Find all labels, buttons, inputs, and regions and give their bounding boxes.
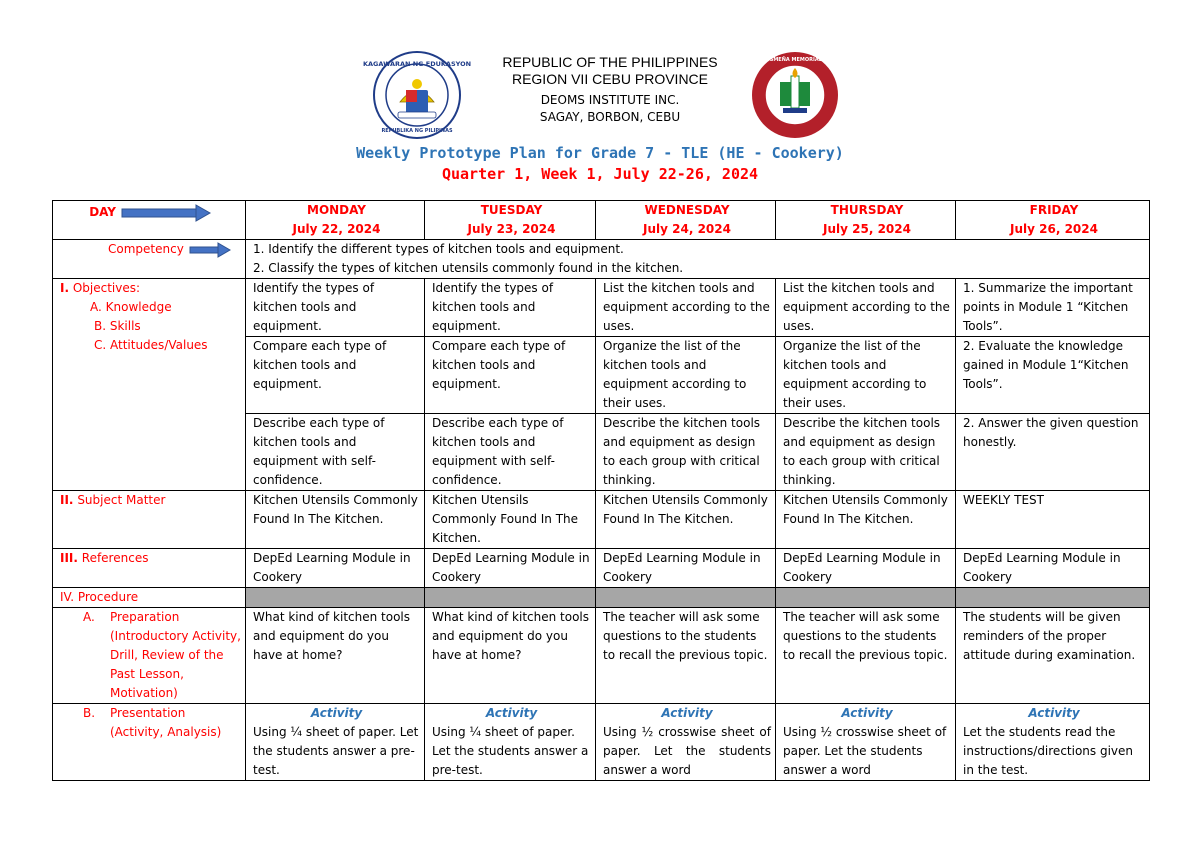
preparation-row <box>53 608 1150 704</box>
day-name: TUESDAY <box>480 203 543 217</box>
arrow-right-icon <box>120 205 212 221</box>
knowledge-cell: List the kitchen tools and equipment according to the uses. <box>776 279 956 337</box>
day-monday <box>246 201 425 240</box>
subject-matter-cell: Kitchen Utensils Commonly Found In The Kitchen. <box>425 491 596 549</box>
objectives-label-cell <box>53 279 246 491</box>
attitudes-cell: Describe each type of kitchen tools and equipment with self-confidence. <box>246 414 425 491</box>
knowledge-cell: List the kitchen tools and equipment according to the uses. <box>596 279 776 337</box>
procedure-label: IV. Procedure <box>53 588 246 608</box>
region-line: REGION VII CEBU PROVINCE <box>511 71 709 87</box>
subject-matter-cell: Kitchen Utensils Commonly Found In The Kitchen. <box>776 491 956 549</box>
activity-heading: Activity <box>310 706 363 720</box>
references-label-cell <box>53 549 246 588</box>
preparation-letter: A. <box>83 610 95 624</box>
objectives-heading <box>60 279 241 298</box>
day-label-cell <box>53 201 246 240</box>
seal-left-bottom-text: REPUBLIKA NG PILIPINAS <box>381 128 453 134</box>
attitudes-cell: Describe each type of kitchen tools and equipment with self-confidence. <box>425 414 596 491</box>
plan-title: Weekly Prototype Plan for Grade 7 - TLE (HE - Cookery) <box>356 144 844 162</box>
presentation-cell <box>776 704 956 781</box>
day-name: WEDNESDAY <box>644 203 730 217</box>
references-cell: DepEd Learning Module in Cookery <box>776 549 956 588</box>
preparation-cell: The students will be given reminders of the proper attitude during examination. <box>956 608 1150 704</box>
activity-heading: Activity <box>485 706 538 720</box>
seal-left-text: KAGAWARAN NG EDUKASYON <box>362 60 472 68</box>
objectives-b: B. Skills <box>94 319 141 333</box>
presentation-cell <box>596 704 776 781</box>
objectives-a: A. Knowledge <box>90 300 172 314</box>
knowledge-cell: 1. Summarize the important points in Module 1 “Kitchen Tools”. <box>956 279 1150 337</box>
day-header-row <box>53 201 1150 240</box>
subject-matter-cell: Kitchen Utensils Commonly Found In The Kitchen. <box>596 491 776 549</box>
day-date: July 22, 2024 <box>292 222 381 236</box>
presentation-text: Using ½ crosswise sheet of paper. Let the students answer a word <box>783 725 947 777</box>
objectives-c: C. Attitudes/Values <box>94 338 208 352</box>
day-date: July 24, 2024 <box>643 222 731 236</box>
presentation-text: Let the students read the instructions/directions given in the test. <box>963 725 1134 777</box>
activity-heading: Activity <box>661 706 713 720</box>
republic-line: REPUBLIC OF THE PHILIPPINES <box>502 54 718 70</box>
subject-matter-label-cell <box>53 491 246 549</box>
competency-row <box>53 240 1150 279</box>
address-line: SAGAY, BORBON, CEBU <box>539 110 681 124</box>
day-friday <box>956 201 1150 240</box>
presentation-cell <box>425 704 596 781</box>
subject-matter-cell: WEEKLY TEST <box>956 491 1150 549</box>
procedure-grey-cell <box>246 588 425 608</box>
attitudes-cell: Describe the kitchen tools and equipment as design to each group with critical thinking. <box>596 414 776 491</box>
procedure-grey-cell <box>956 588 1150 608</box>
references-cell: DepEd Learning Module in Cookery <box>425 549 596 588</box>
institute-line: DEOMS INSTITUTE INC. <box>540 93 680 107</box>
plan-subtitle: Quarter 1, Week 1, July 22-26, 2024 <box>441 165 759 183</box>
day-thursday <box>776 201 956 240</box>
preparation-cell: What kind of kitchen tools and equipment do you have at home? <box>425 608 596 704</box>
competency-label: Competency <box>108 242 184 256</box>
presentation-text: Using ½ crosswise sheet of paper. Let the students answer a word <box>603 725 771 777</box>
competency-2: 2. Classify the types of kitchen utensils commonly found in the kitchen. <box>253 261 684 275</box>
references-num: III. <box>60 551 78 565</box>
preparation-label: Preparation (Introductory Activity, Drill, Review of the Past Lesson, Motivation) <box>110 610 241 700</box>
presentation-label: Presentation (Activity, Analysis) <box>110 706 222 739</box>
knowledge-cell: Identify the types of kitchen tools and equipment. <box>425 279 596 337</box>
skills-cell: Compare each type of kitchen tools and equipment. <box>425 337 596 414</box>
preparation-cell: The teacher will ask some questions to the students to recall the previous topic. <box>776 608 956 704</box>
references-cell: DepEd Learning Module in Cookery <box>246 549 425 588</box>
procedure-grey-cell <box>596 588 776 608</box>
header-text-block <box>440 54 780 126</box>
subject-matter-row <box>53 491 1150 549</box>
objectives-num: I. <box>60 281 70 295</box>
weekly-plan-table <box>52 200 1150 781</box>
activity-heading: Activity <box>841 706 893 720</box>
day-date: July 23, 2024 <box>467 222 556 236</box>
procedure-grey-cell <box>425 588 596 608</box>
skills-cell: Compare each type of kitchen tools and equipment. <box>246 337 425 414</box>
presentation-letter: B. <box>83 706 96 720</box>
day-label: DAY <box>89 205 116 219</box>
procedure-row <box>53 588 1150 608</box>
references-row <box>53 549 1150 588</box>
arrow-right-icon <box>188 243 232 257</box>
skills-cell: Organize the list of the kitchen tools and equipment according to their uses. <box>776 337 956 414</box>
skills-cell: 2. Evaluate the knowledge gained in Module 1“Kitchen Tools”. <box>956 337 1150 414</box>
day-name: THURSDAY <box>830 203 904 217</box>
day-date: July 25, 2024 <box>823 222 911 236</box>
preparation-cell: What kind of kitchen tools and equipment do you have at home? <box>246 608 425 704</box>
presentation-cell <box>956 704 1150 781</box>
competency-content <box>246 240 1150 279</box>
seal-right-text: DON EMILIO OSMEÑA MEMORIAL SCHOOL INC. <box>729 57 861 63</box>
day-name: MONDAY <box>307 203 366 217</box>
day-name: FRIDAY <box>1029 203 1079 217</box>
skills-cell: Organize the list of the kitchen tools and equipment according to their uses. <box>596 337 776 414</box>
attitudes-cell: Describe the kitchen tools and equipment as design to each group with critical thinking. <box>776 414 956 491</box>
preparation-cell: The teacher will ask some questions to the students to recall the previous topic. <box>596 608 776 704</box>
references-label: References <box>77 551 149 565</box>
day-tuesday <box>425 201 596 240</box>
presentation-label-cell <box>53 704 246 781</box>
references-cell: DepEd Learning Module in Cookery <box>596 549 776 588</box>
procedure-grey-cell <box>776 588 956 608</box>
subject-matter-label: Subject Matter <box>73 493 166 507</box>
attitudes-cell: 2. Answer the given question honestly. <box>956 414 1150 491</box>
presentation-cell <box>246 704 425 781</box>
activity-heading: Activity <box>1028 706 1080 720</box>
school-seal-icon <box>729 50 861 140</box>
day-date: July 26, 2024 <box>1010 222 1098 236</box>
preparation-label-cell <box>53 608 246 704</box>
objectives-knowledge-row <box>53 279 1150 337</box>
presentation-text: Using ¼ sheet of paper. Let the students answer a pre-test. <box>253 725 419 777</box>
presentation-row <box>53 704 1150 781</box>
knowledge-cell: Identify the types of kitchen tools and equipment. <box>246 279 425 337</box>
subject-matter-cell: Kitchen Utensils Commonly Found In The Kitchen. <box>246 491 425 549</box>
subject-matter-num: II. <box>60 493 74 507</box>
competency-label-cell <box>53 240 246 279</box>
references-cell: DepEd Learning Module in Cookery <box>956 549 1150 588</box>
presentation-text: Using ¼ sheet of paper. Let the students answer a pre-test. <box>432 725 589 777</box>
competency-1: 1. Identify the different types of kitchen tools and equipment. <box>253 242 624 256</box>
objectives-label: Objectives: <box>69 281 141 295</box>
day-wednesday <box>596 201 776 240</box>
